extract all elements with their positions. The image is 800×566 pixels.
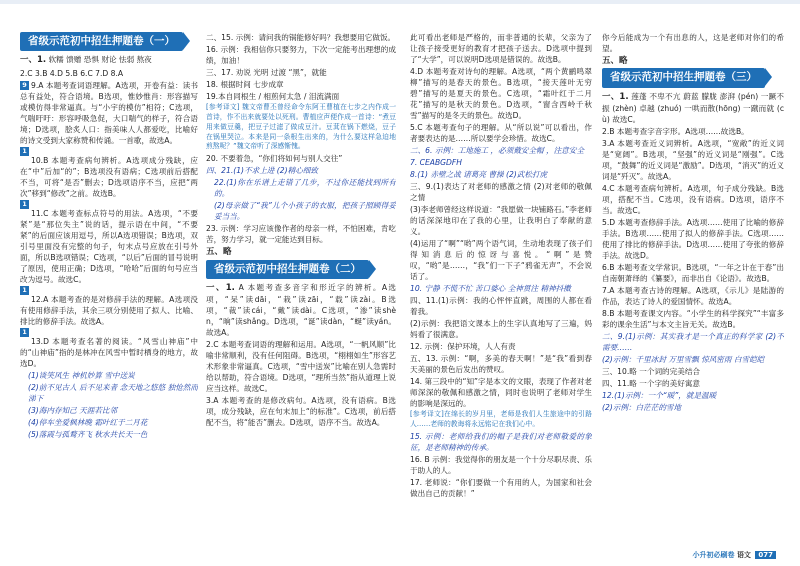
column-4 xyxy=(602,32,784,550)
handwritten-answer: 8.(1) 赤壁之战 诸葛亮 曹操 (2)武松打虎 xyxy=(410,170,548,179)
handwritten-answer: (2)母亲做了“我”儿个小孩子的衣服，把孩子照顾得妥妥当当。 xyxy=(214,201,396,222)
answer-line: 四、11.(1)示例：我的心怦怦直跳，周围的人都在看着我。 xyxy=(410,296,592,316)
answer-explanation: 6.B 本题考查文学常识。B选项，“一年之计在于春”出自南朝萧绎的《纂要》，而非出自《论语》。故选B。 xyxy=(602,262,784,283)
answer-line: 4.D 本题考查对诗句的理解。A选项，“两个黄鹂鸣翠柳”描写的是春天的景色。B选项，“接天莲叶无穷碧”描写的是夏天的景色。C选项，“霜叶红于二月花”描写的是秋天的景色。D选项，“窗含西岭千秋雪”描写的是冬天的景色。故选D。 xyxy=(410,67,592,120)
answer-explanation: 11 11.C 本题考查标点符号的用法。A选项，“不要紧”是“那位失主”说的话，提示语在中间，“不要紧”的后面应该用逗号，所以A选项错误；B选项，双引号里面没有完整的句子，句末点号应放在引号外面，所以B选项错误；C选项，“以后”后面的冒号说明了原因，使用正确；D选项，“哈哈”后面的句号应当改为逗号。故选C。 xyxy=(20,199,198,284)
answer-explanation: 12 12.A 本题考查的是对修辞手法的理解。A选项没有使用修辞手法，其余三项分别使用了拟人、比喻、排比的修辞手法。故选A。 xyxy=(20,285,198,326)
handwritten-answer: 12.(1)示例：一个“暖”，就是温暖 xyxy=(602,390,717,400)
handwritten-answer: 10. 宁静 不慌不忙 苦口婆心 全神贯注 精神抖擞 xyxy=(410,284,571,293)
answer-line: 此可看出老师是严格的，而非普通的长辈，父亲为了让孩子接受更好的教育才把孩子送去。D选项中提到了“大学”，可以说明D选项是错误的。故选B。 xyxy=(410,33,592,64)
answer-explanation: 10 10.B 本题考查病句辨析。A选项成分残缺，应在“中”后加“的”；B选项没有语病；C选项前后搭配不当，可将“是否”删去；D选项语序不当，应把“两次”移到“修改”之前。故选B。 xyxy=(20,146,198,198)
answer-line: 18. 根据时间 七步成章 xyxy=(206,80,284,89)
handwritten-answer: 15. 示例：老师给我们的帽子是我们对老师敬爱的象征，是老师精神的传承。 xyxy=(410,431,592,452)
answer-line: 19.本自同根生 / 相煎何太急 / 泪流满面 xyxy=(206,92,340,101)
answer-explanation: 3.A 本题考查的是修改病句。A选项，没有语病。B选项，成分残缺，应在句末加上“的标准”。C选项，前后搭配不当，将“能否”删去。D选项，语序不当。故选A。 xyxy=(206,396,396,428)
answer-line: (2)示例：我把语文课本上的生字认真地写了三遍，妈妈看了很满意。 xyxy=(410,319,592,339)
answer-explanation: 13 13.D 本题考查名著的阅读。“风雪山神庙”中的“山神庙”指的是林冲在风雪中暂时栖身的地方，故选D。 xyxy=(20,327,198,368)
answer-line: 5.C 本题考查句子的理解。从“所以说”可以看出，作者要表达的是……所以要学会珍惜。故选C。 xyxy=(410,123,592,143)
handwritten-answer: 四、21.(1)不求上进 (2)精心细致 xyxy=(206,166,318,176)
answer-explanation: 9 9.A 本题考查词语理解。A选项，开卷有益：读书总有益处，符合语境。B选项，惟妙惟肖：形容描写或模仿得非常逼真。与“小宇的模仿”相符；C选项，气喘吁吁：形容呼吸急促，大口喘气的样子，符合语境；D选项，脍炙人口：指美味人人都爱吃，比喻好的诗文受到大家称赞和传诵。一首歌，故选A。 xyxy=(20,80,198,145)
answer-explanation: 8.B 本题考查课文内容。“小学生的科学探究”“丰富多彩的课余生活”与本文主旨无关。故选B。 xyxy=(602,308,784,329)
answer-line: 17. 老师说：“你们要做一个有用的人，为国家和社会做出自己的贡献！” xyxy=(410,477,592,498)
section-1-answer-line: 一、1. 莲蓬 不卑不亢 蔚蓝 朦胧 澎湃 (pén) 一蹶不振 (zhèn) 卓越 (zhuó) 一哄而散(hōng) 一蹴而就 (cù) 故选C。 xyxy=(602,91,784,124)
answer-explanation: 7.A 本题考查古诗的理解。A选项，《示儿》是陆游的作品，表达了诗人的爱国情怀。故选A。 xyxy=(602,285,784,306)
answer-line: 你今后能成为一个有出息的人，这是老师对你们的希望。 xyxy=(602,33,784,53)
answer-line: 12. 示例：保护环境，人人有责 xyxy=(410,342,516,351)
answer-line: 三、17. 劝说 光明 过渡 “黑”，就能 xyxy=(206,68,327,77)
exam-banner-3: 省级示范初中招生押题卷（三） xyxy=(602,68,765,87)
column-2 xyxy=(206,32,396,550)
column-1 xyxy=(20,32,198,550)
section-heading: 五、略 xyxy=(602,56,628,66)
answer-line: 二、15. 示例：请问我的锅能修好吗？我想要用它做饭。 xyxy=(206,33,396,42)
answer-line: 23. 示例：学习应该像作者的母亲一样，不怕困难，肯吃苦，努力学习，就一定能达到目标。 xyxy=(206,224,396,245)
handwritten-answer: (2)示例：白茫茫的雪地 xyxy=(602,402,682,412)
answer-line: 三、9.(1)表达了对老师的感激之情 (2)对老师的敬佩之情 xyxy=(410,182,592,202)
answer-line: 16. 示例：我相信你只要努力，下次一定能考出理想的成绩，加油！ xyxy=(206,45,396,65)
handwritten-answer: (5)落霞与孤鹜齐飞 秋水共长天一色 xyxy=(28,429,148,439)
page-number: 077 xyxy=(755,551,776,559)
answer-line: 四、11.略 一个字的美好寓意 xyxy=(602,378,701,388)
handwritten-answer: (2)示例：千里冰封 万里雪飘 惊风密雨 白雪皑皑 xyxy=(602,354,765,364)
handwritten-answer: (3)海内存知己 天涯若比邻 xyxy=(28,405,118,415)
exam-banner-2: 省级示范初中招生押题卷（二） xyxy=(206,260,369,279)
section-heading: 五、略 xyxy=(206,247,232,258)
handwritten-answer: (2)前不见古人 后不见来者 念天地之悠悠 独怆然而涕下 xyxy=(28,382,198,403)
exam-banner-1: 省级示范初中招生押题卷（一） xyxy=(20,32,183,51)
column-3 xyxy=(410,32,592,550)
answer-line: 五、13. 示例：“啊，多美的春天啊！”是“我”看到春天美丽的景色后发出的赞叹。 xyxy=(410,354,592,374)
answer-line: (4)运用了“啊”“哟”两个语气词，生动地表现了孩子们得知消息后的惊讶与喜悦。“啊”是赞叹，“哟”是……，“我”们一下子“鸦雀无声”，不会说话了。 xyxy=(410,239,592,281)
answer-line: 2.C 3.B 4.D 5.B 6.C 7.D 8.A xyxy=(20,68,124,78)
page-footer xyxy=(693,550,777,560)
handwritten-answer: 二、9.(1)示例：其实我才是一个真正的科学家 (2)不需要…… xyxy=(602,331,784,352)
answer-line: (3)李老师曾经这样说道：“我愿做一块铺路石。”李老师的话深深地印在了我的心里，让我明白了奉献的意义。 xyxy=(410,205,592,236)
answer-explanation: 3.A 本题考查近义词辨析。A选项，“宽敞”的近义词是“宽阔”。B选项，“坚强”的近义词是“刚强”。C选项，“鼓舞”的近义词是“激励”。D选项，“消灭”的近义词是“歼灭”。故选A。 xyxy=(602,138,784,181)
answer-line: 16. B 示例：我觉得你的朋友是一个十分尽职尽责、乐于助人的人。 xyxy=(410,454,592,475)
answer-explanation: 4.C 本题考查病句辨析。A选项，句子成分残缺。B选项，搭配不当。C选项，没有语病。D选项，语序不当。故选C。 xyxy=(602,183,784,215)
brand-label: 小升初必刷卷 xyxy=(692,550,735,559)
handwritten-answer: 二、6. 示例：工地施工 ，必须戴安全帽 ，注意安全 xyxy=(410,146,584,155)
subject-label: 语文 xyxy=(736,550,751,559)
answer-line: 20. 不要着急，“你们将如何与别人交往” xyxy=(206,154,343,164)
answer-explanation: 2.C 本题考查词语的理解和运用。A选项，“一帆风顺”比喻非常顺利，没有任何阻碍。B选项，“栩栩如生”形容艺术形象非常逼真。C选项，“雪中送炭”比喻在别人急需时给以帮助，符合语境。D选项，“理所当然”指从道理上说应当这样。故选C。 xyxy=(206,340,396,394)
handwritten-answer: 7. CEABGDFH xyxy=(410,158,462,167)
answer-explanation: 5.D 本题考查修辞手法。A选项……使用了比喻的修辞手法。B选项……使用了拟人的修辞手法。C选项……使用了排比的修辞手法。D选项……使用了夸张的修辞手法。故选D。 xyxy=(602,217,784,260)
answer-explanation: 2.B 本题考查字音字形。A选项……故选B。 xyxy=(602,126,749,136)
reference-translation: [参考译文] 魏文帝曹丕曾经命令东阿王曹植在七步之内作成一首诗，作不出来就要处以死刑。曹植应声便作成一首诗：“煮豆用来做豆羹，把豆子过滤了做成豆汁。豆萁在锅下燃烧，豆子在锅里哭泣。本来是同一条根生出来的，为什么要这样急迫地煎熬呢？”魏文帝听了深感惭愧。 xyxy=(206,103,396,151)
handwritten-answer: (4)停车坐爱枫林晚 霜叶红于二月花 xyxy=(28,417,148,427)
reference-translation: [参考译文]在绵长的岁月里，老师是我们人生旅途中的引路人……老师的教诲将永远铭记在我们心中。 xyxy=(410,410,592,428)
handwritten-answer: 22.(1)你在乐谱上走错了几步，不过你还能找到所有的。 xyxy=(214,178,396,199)
section-1-answer-line: 一、1. A 本题考查多音字和形近字的辨析。A选项，“呆”读dāi，“栽”读zāi，“载”读zài。B选项，“裁”读cái，“戴”读dài。C选项，“渗”读shèn，“晌”读shǎng。D选项，“诞”读dàn，“蜒”读yán。故选A。 xyxy=(206,282,396,338)
answer-line: 三、10.略 一个词的完美结合 xyxy=(602,366,701,376)
section-1-answer-line: 一、1. 软糯 馈赠 恐惧 财论 怯弱 熬夜 xyxy=(20,55,152,66)
handwritten-answer: (1)谈笑风生 神机妙算 雪中送炭 xyxy=(28,370,135,380)
answer-line: 14. 第三段中的“知”字是本文的文眼，表现了作者对老师深深的敬佩和感激之情，同时也说明了老师对学生的影响是深远的。 xyxy=(410,377,592,408)
top-margin-strip xyxy=(0,0,800,4)
